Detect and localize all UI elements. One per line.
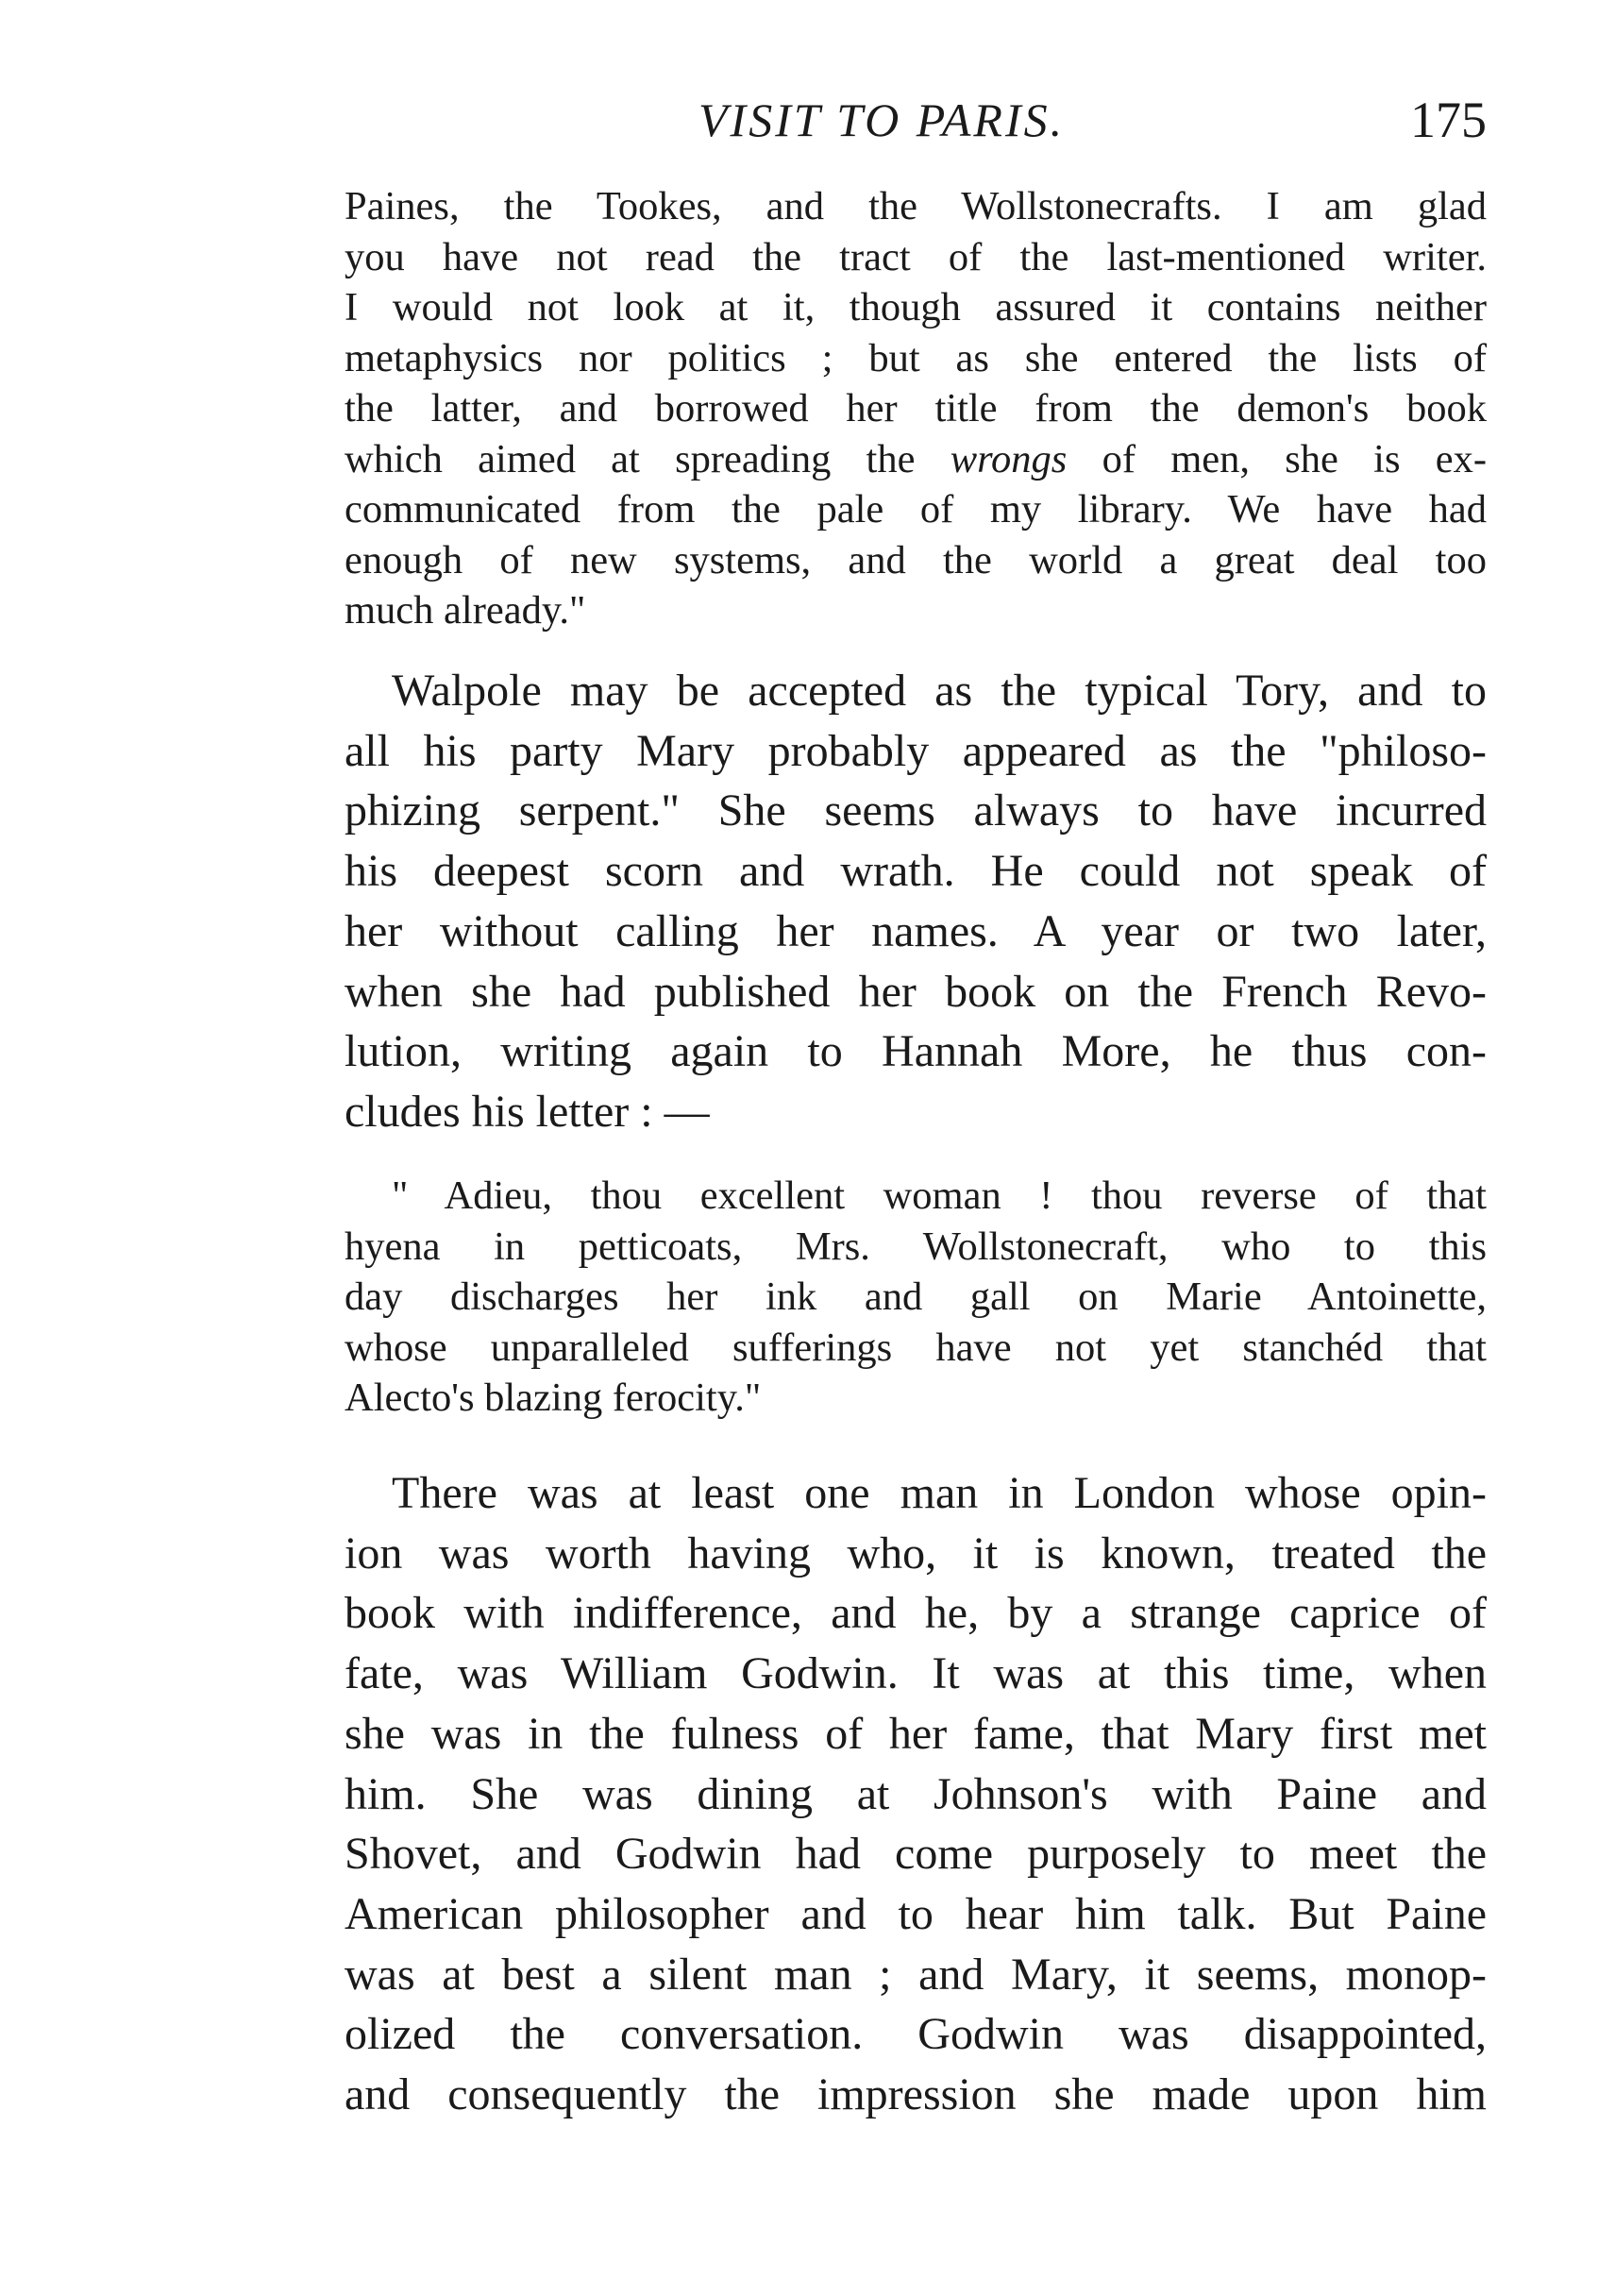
text-line: much already." xyxy=(345,588,586,633)
text-line: ion was worth having who, it is known, treated the xyxy=(345,1528,1487,1578)
page-header xyxy=(340,87,1487,153)
paragraph-body xyxy=(345,1463,1487,2125)
text-fragment: which aimed at spreading the xyxy=(345,436,916,481)
running-head: VISIT TO PARIS. xyxy=(698,93,1066,146)
text-line: lution, writing again to Hannah More, he thus con- xyxy=(345,1026,1487,1077)
text-line: all his party Mary probably appeared as the "philoso- xyxy=(345,725,1487,776)
text-line: and consequently the impression she made upon him xyxy=(345,2069,1487,2120)
text-fragment: of men, she is ex- xyxy=(1102,436,1488,481)
text-line: day discharges her ink and gall on Marie Antoinette, xyxy=(345,1275,1487,1319)
block-quote xyxy=(345,1171,1487,1424)
text-line: There was at least one man in London whose opin- xyxy=(392,1468,1487,1518)
text-line: his deepest scorn and wrath. He could not speak of xyxy=(345,846,1487,897)
text-line: whose unparalleled sufferings have not yet stanchéd that xyxy=(345,1325,1487,1370)
text-line: her without calling her names. A year or two later, xyxy=(345,905,1487,956)
text-line: Alecto's blazing ferocity." xyxy=(345,1376,762,1420)
paragraph-body xyxy=(345,661,1487,1142)
italic-word: wrongs xyxy=(950,436,1068,481)
text-line: metaphysics nor politics ; but as she entered the lists of xyxy=(345,335,1487,380)
text-line: Shovet, and Godwin had come purposely to meet the xyxy=(345,1829,1487,1880)
text-line: Paines, the Tookes, and the Wollstonecrafts. I am glad xyxy=(345,184,1487,228)
text-line: she was in the fulness of her fame, that Mary first met xyxy=(345,1708,1487,1759)
text-line: book with indifference, and he, by a strange caprice of xyxy=(345,1588,1487,1639)
text-line: when she had published her book on the French Revo- xyxy=(345,966,1487,1017)
page-number: 175 xyxy=(1410,92,1487,148)
text-line: I would not look at it, though assured it contains neither xyxy=(345,285,1487,329)
text-line xyxy=(345,434,1487,485)
text-line: you have not read the tract of the last-mentioned writer. xyxy=(345,234,1487,279)
text-line: olized the conversation. Godwin was disappointed, xyxy=(345,2009,1487,2060)
text-line: was at best a silent man ; and Mary, it seems, monop- xyxy=(345,1949,1487,2000)
text-line: communicated from the pale of my library. We have had xyxy=(345,487,1487,532)
text-line: phizing serpent." She seems always to have incurred xyxy=(345,785,1487,836)
text-line: Walpole may be accepted as the typical Tory, and to xyxy=(392,666,1487,716)
text-line: hyena in petticoats, Mrs. Wollstonecraft, who to this xyxy=(345,1224,1487,1269)
text-line: enough of new systems, and the world a great deal too xyxy=(345,537,1487,582)
text-line: fate, was William Godwin. It was at this time, when xyxy=(345,1648,1487,1699)
text-line: cludes his letter : — xyxy=(345,1086,710,1137)
text-line: " Adieu, thou excellent woman ! thou reverse of that xyxy=(392,1173,1487,1218)
text-line: the latter, and borrowed her title from the demon's book xyxy=(345,386,1487,430)
text-line: him. She was dining at Johnson's with Paine and xyxy=(345,1768,1487,1819)
text-line: American philosopher and to hear him talk. But Paine xyxy=(345,1888,1487,1939)
paragraph-letter-continuation xyxy=(345,181,1487,636)
